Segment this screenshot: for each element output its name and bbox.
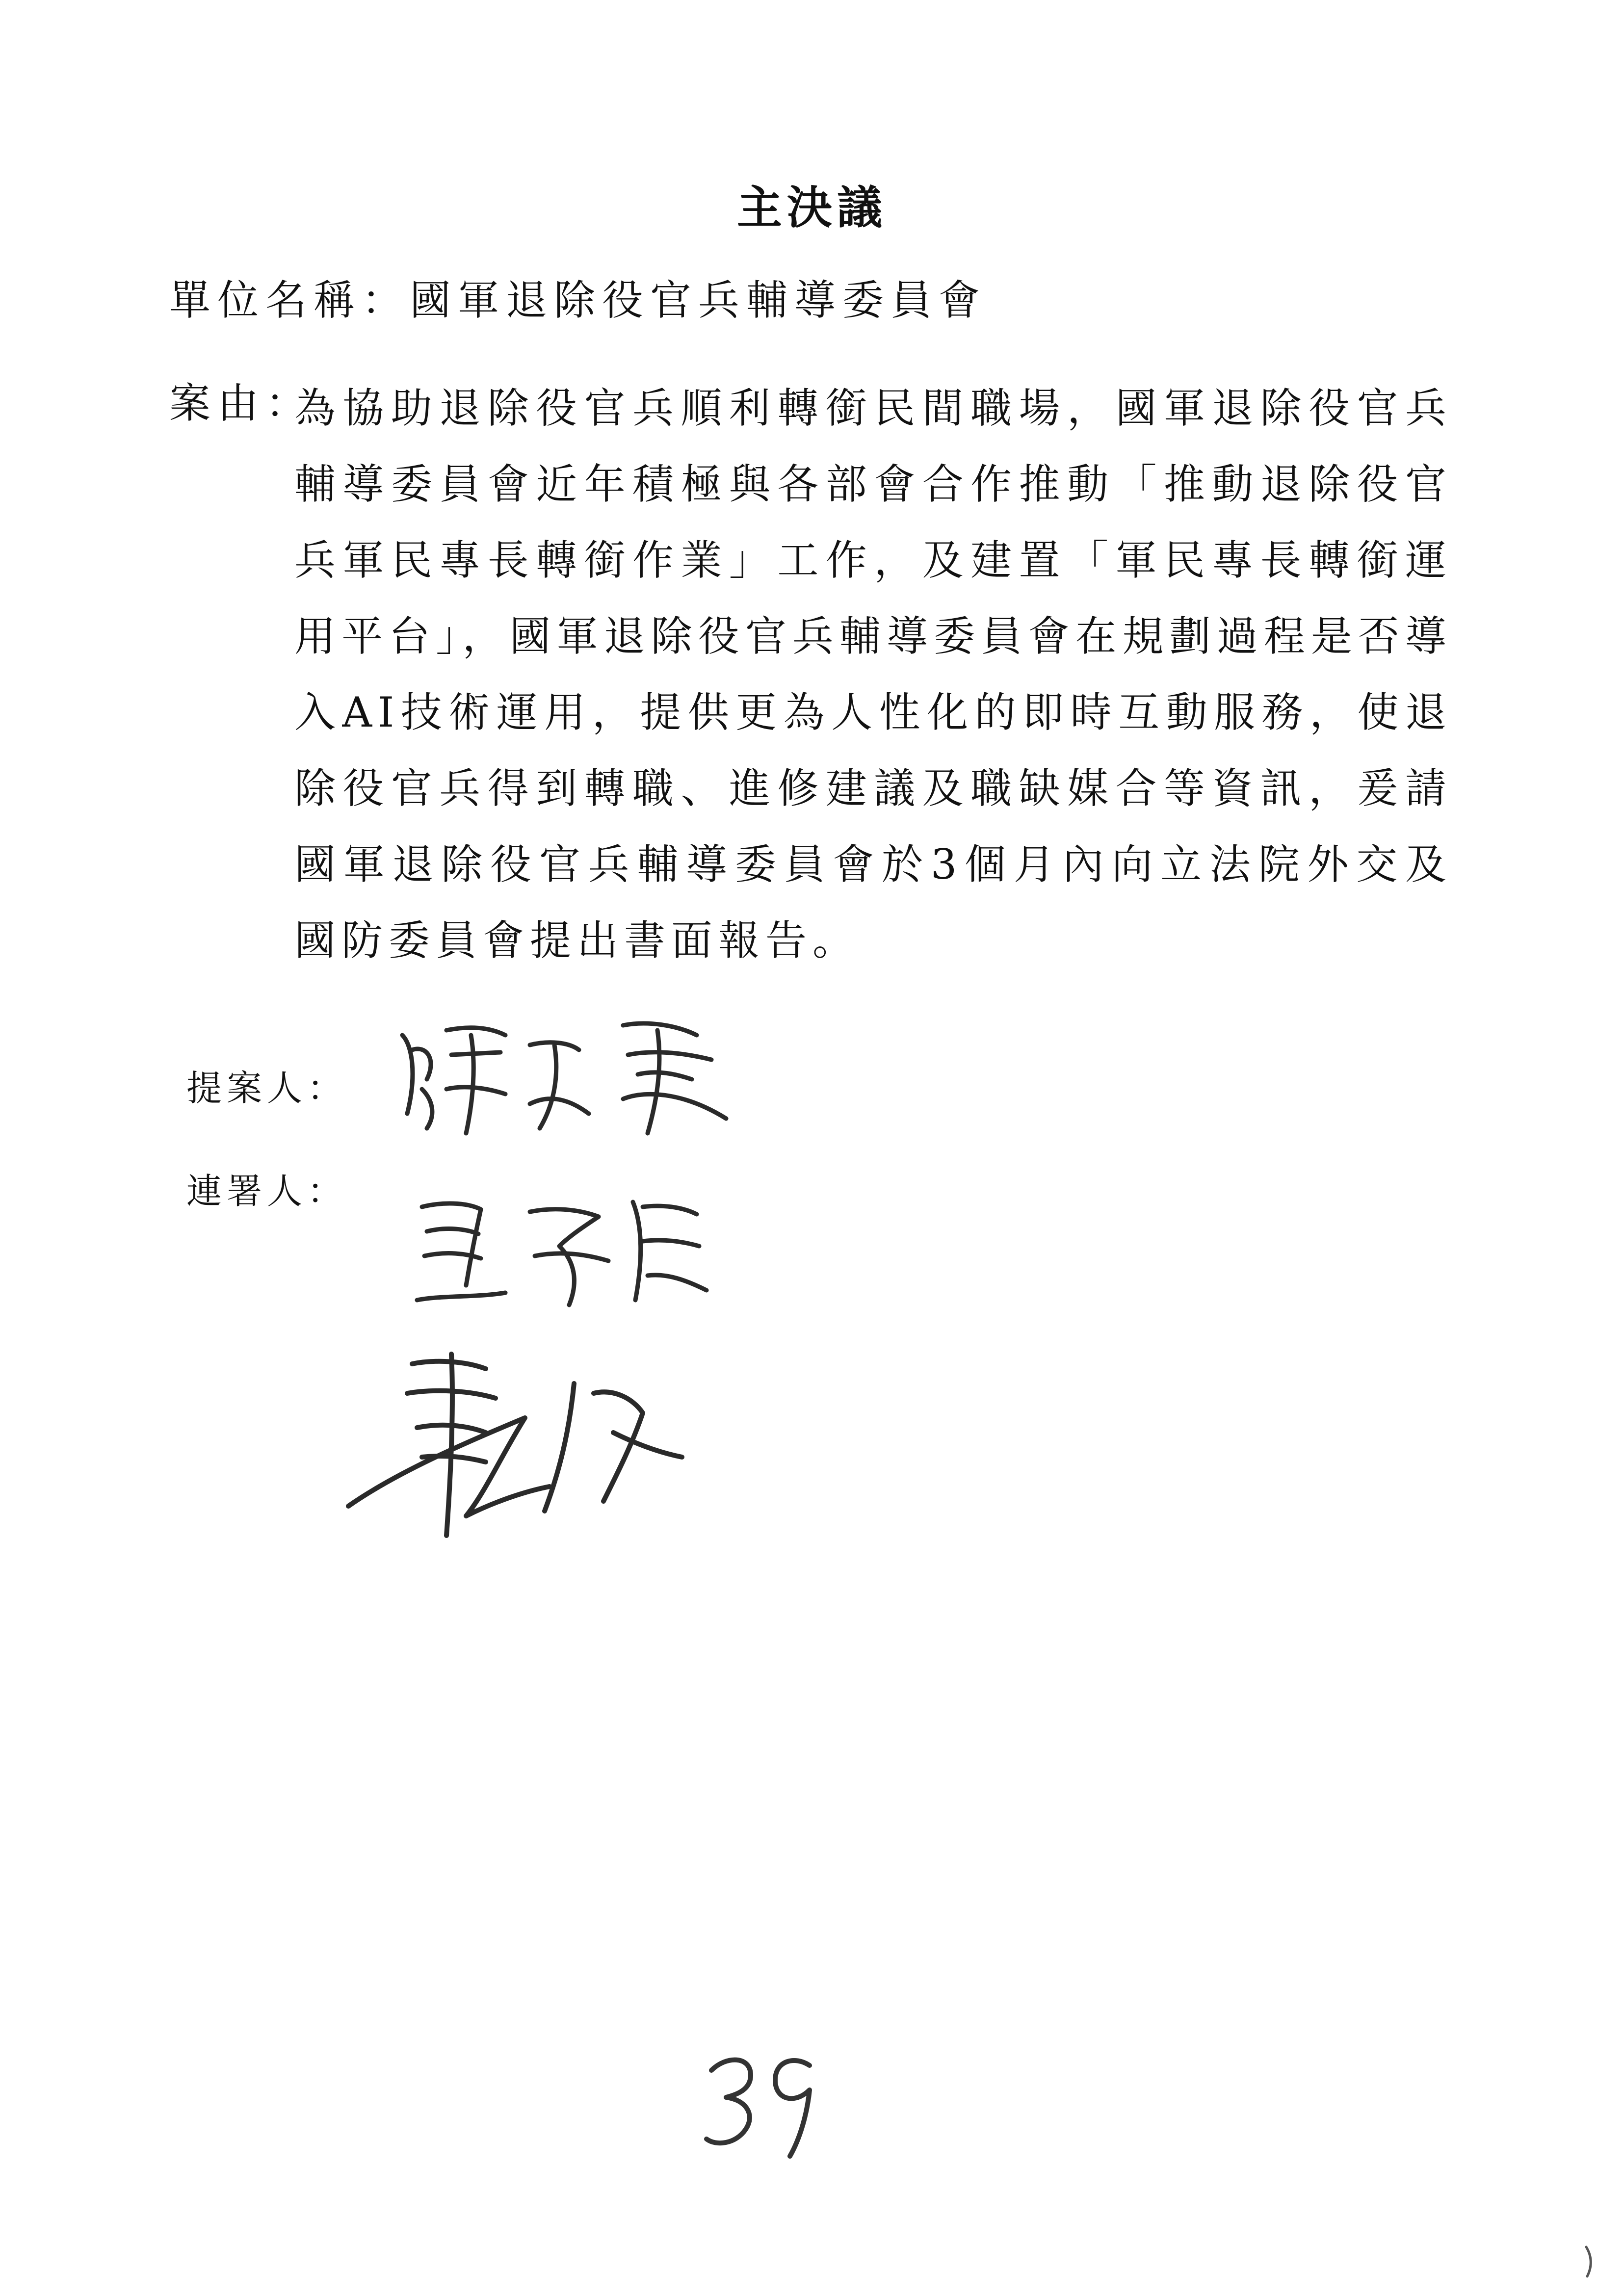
- reason-text: 為協助退除役官兵順利轉銜民間職場，國軍退除役官兵輔導委員會近年積極與各部會合作推動「推動退除役官兵軍民專長轉銜作業」工作，及建置「軍民專長轉銜運用平台」，國軍退除役官兵輔導委員會在規劃過程是否導入AI技術運用，提供更為人性化的即時互動服務，使退除役官兵得到轉職、進修建議及職缺媒合等資訊，爰請國軍退除役官兵輔導委員會於3個月內向立法院外交及國防委員會提出書面報告。: [294, 384, 1452, 965]
- page-title: 主決議: [736, 181, 887, 234]
- scan-edge-mark: [1582, 2244, 1597, 2279]
- proposer-signature: [393, 1016, 736, 1143]
- proposer-label: 提案人：: [186, 1068, 348, 1109]
- unit-name-line: 單位名稱：國軍退除役官兵輔導委員會: [169, 276, 987, 324]
- handwritten-page-number: [697, 2046, 824, 2159]
- cosigner-label: 連署人：: [186, 1171, 348, 1212]
- cosigner-signature-1: [412, 1187, 716, 1315]
- cosigner-signature-2: [339, 1344, 692, 1550]
- reason-label: 案由：: [169, 379, 314, 427]
